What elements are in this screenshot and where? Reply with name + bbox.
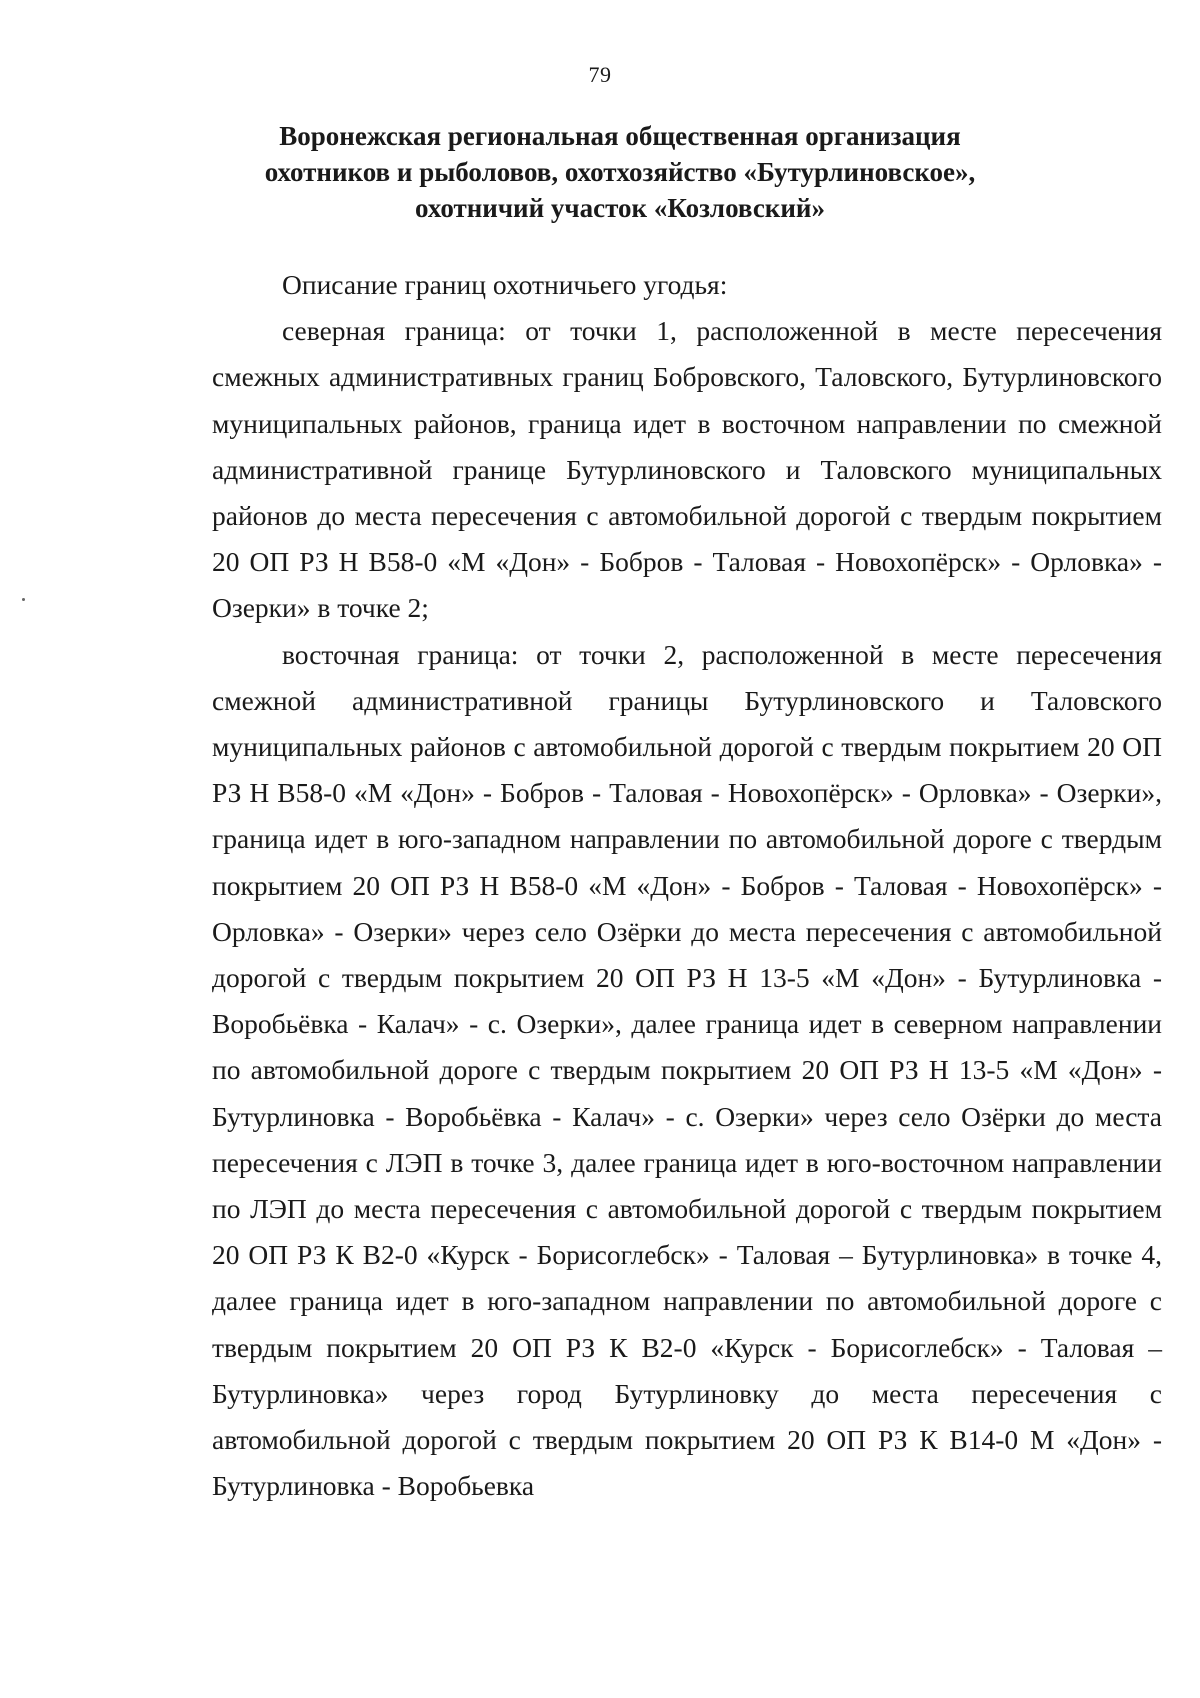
document-body bbox=[212, 262, 1162, 1509]
scan-artifact-dot bbox=[22, 598, 25, 601]
intro-heading: Описание границ охотничьего угодья: bbox=[282, 269, 728, 300]
page-number: 79 bbox=[588, 62, 612, 87]
title-line-3: охотничий участок «Козловский» bbox=[415, 193, 825, 223]
title-line-2: охотников и рыболовов, охотхозяйство «Бутурлиновское», bbox=[264, 157, 976, 187]
east-boundary-paragraph: восточная граница: от точки 2, расположенной в месте пересечения смежной административной границы Бутурлиновского и Таловского муниципальных районов с автомобильной дорогой с твердым покрытием 20 ОП РЗ Н В58-0 «М «Дон» - Бобров - Таловая - Новохопёрск» - Орловка» - Озерки», граница идет в юго-западном направлении по автомобильной дороге с твердым покрытием 20 ОП РЗ Н В58-0 «М «Дон» - Бобров - Таловая - Новохопёрск» - Орловка» - Озерки» через село Озёрки до места пересечения с автомобильной дорогой с твердым покрытием 20 ОП РЗ Н 13-5 «М «Дон» - Бутурлиновка - Воробьёвка - Калач» - с. Озерки», далее граница идет в северном направлении по автомобильной дороге с твердым покрытием 20 ОП РЗ Н 13-5 «М «Дон» - Бутурлиновка - Воробьёвка - Калач» - с. Озерки» через село Озёрки до места пересечения с ЛЭП в точке 3, далее граница идет в юго-восточном направлении по ЛЭП до места пересечения с автомобильной дорогой с твердым покрытием 20 ОП РЗ К В2-0 «Курск - Борисоглебск» - Таловая – Бутурлиновка» в точке 4, далее граница идет в юго-западном направлении по автомобильной дороге с твердым покрытием 20 ОП РЗ К В2-0 «Курск - Борисоглебск» - Таловая – Бутурлиновка» через город Бутурлиновку до места пересечения с автомобильной дорогой с твердым покрытием 20 ОП РЗ К В14-0 М «Дон» - Бутурлиновка - Воробьевка bbox=[212, 638, 1162, 1502]
north-boundary-paragraph: северная граница: от точки 1, расположенной в месте пересечения смежных административных границ Бобровского, Таловского, Бутурлиновского муниципальных районов, граница идет в восточном направлении по смежной административной границе Бутурлиновского и Таловского муниципальных районов до места пересечения с автомобильной дорогой с твердым покрытием 20 ОП РЗ Н В58-0 «М «Дон» - Бобров - Таловая - Новохопёрск» - Орловка» - Озерки» в точке 2; bbox=[212, 315, 1162, 624]
document-title bbox=[210, 118, 1030, 226]
title-line-1: Воронежская региональная общественная организация bbox=[279, 121, 961, 151]
